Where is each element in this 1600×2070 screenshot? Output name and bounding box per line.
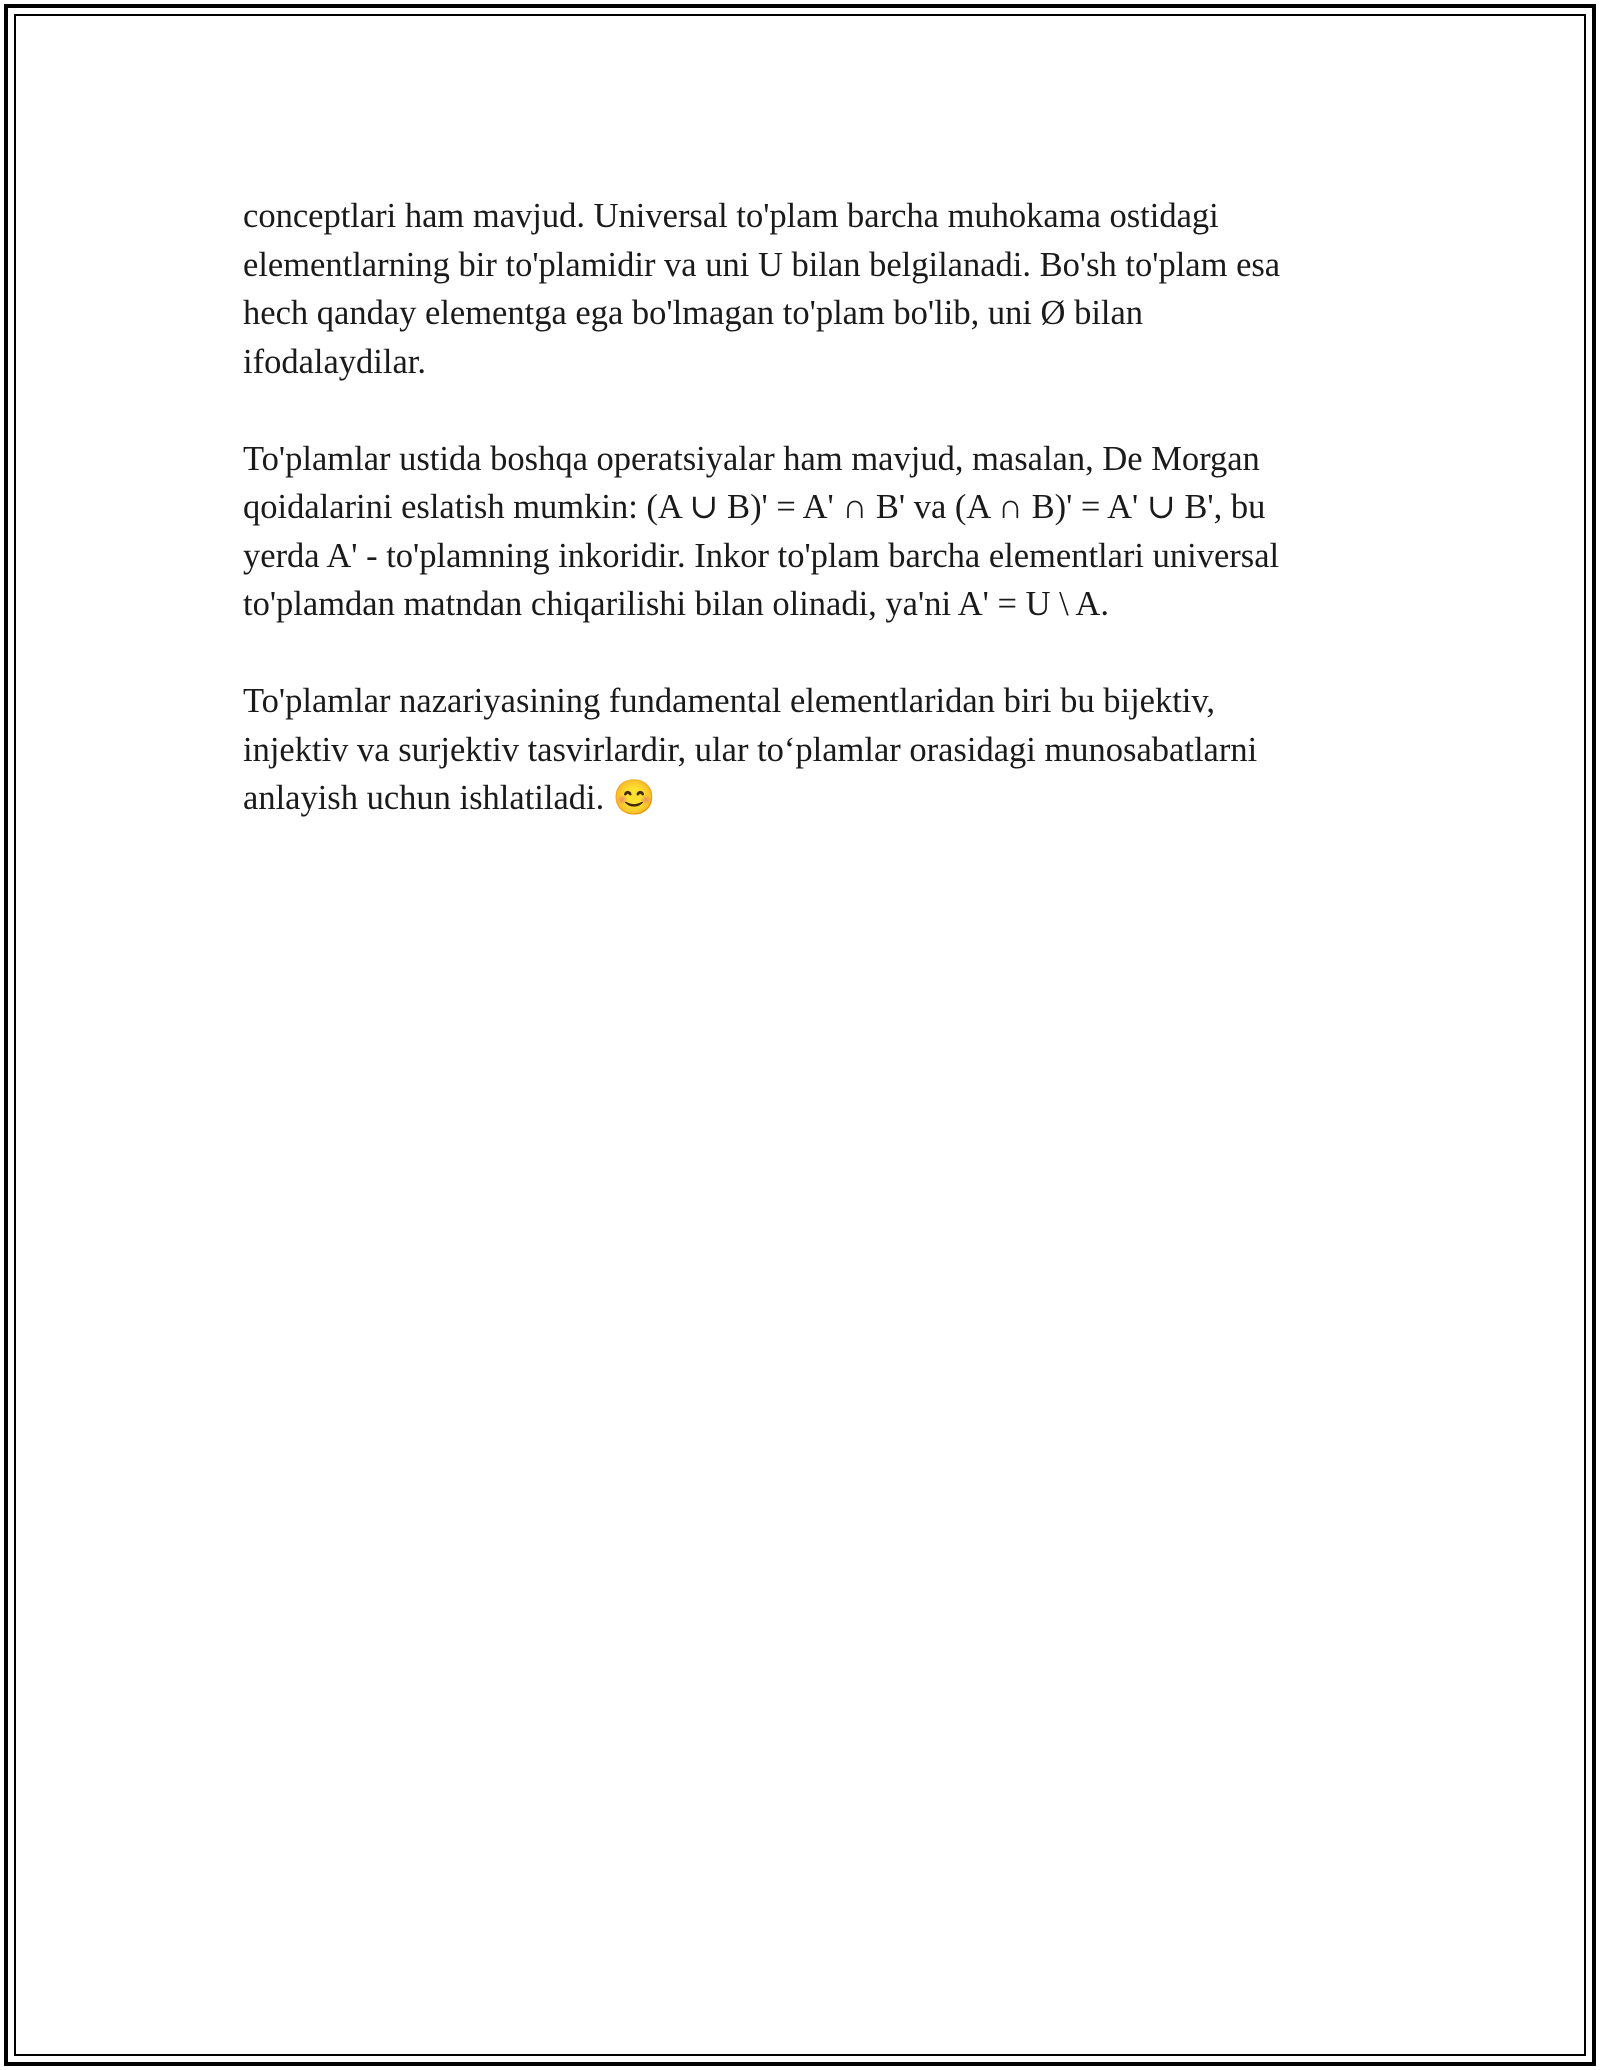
paragraph-line: injektiv va surjektiv tasvirlardir, ular to‘plamlar orasidagi munosabatlarni (243, 730, 1258, 769)
paragraph-line: To'plamlar nazariyasining fundamental elementlaridan biri bu bijektiv, (243, 682, 1216, 720)
paragraph-3 (243, 677, 1383, 823)
paragraph-2 (243, 435, 1383, 629)
paragraph-line: to'plamdan matndan chiqarilishi bilan olinadi, ya'ni A' = U \ A. (243, 585, 1109, 623)
paragraph-line: ifodalaydilar. (243, 342, 426, 381)
paragraph-line: anlayish uchun ishlatiladi. 😊 (243, 779, 656, 817)
paragraph-line: hech qanday elementga ega bo'lmagan to'plam bo'lib, uni Ø bilan (243, 294, 1144, 332)
document-body (243, 192, 1383, 871)
paragraph-line: yerda A' - to'plamning inkoridir. Inkor to'plam barcha elementlari universal (243, 536, 1280, 575)
paragraph-line: conceptlari ham mavjud. Universal to'plam barcha muhokama ostidagi (243, 197, 1219, 235)
paragraph-line: qoidalarini eslatish mumkin: (A ∪ B)' = A' ∩ B' va (A ∩ B)' = A' ∪ B', bu (243, 488, 1266, 526)
paragraph-line: To'plamlar ustida boshqa operatsiyalar ham mavjud, masalan, De Morgan (243, 439, 1260, 478)
paragraph-line: elementlarning bir to'plamidir va uni U bilan belgilanadi. Bo'sh to'plam esa (243, 245, 1281, 284)
paragraph-1 (243, 192, 1383, 386)
page-frame (4, 4, 1596, 2066)
